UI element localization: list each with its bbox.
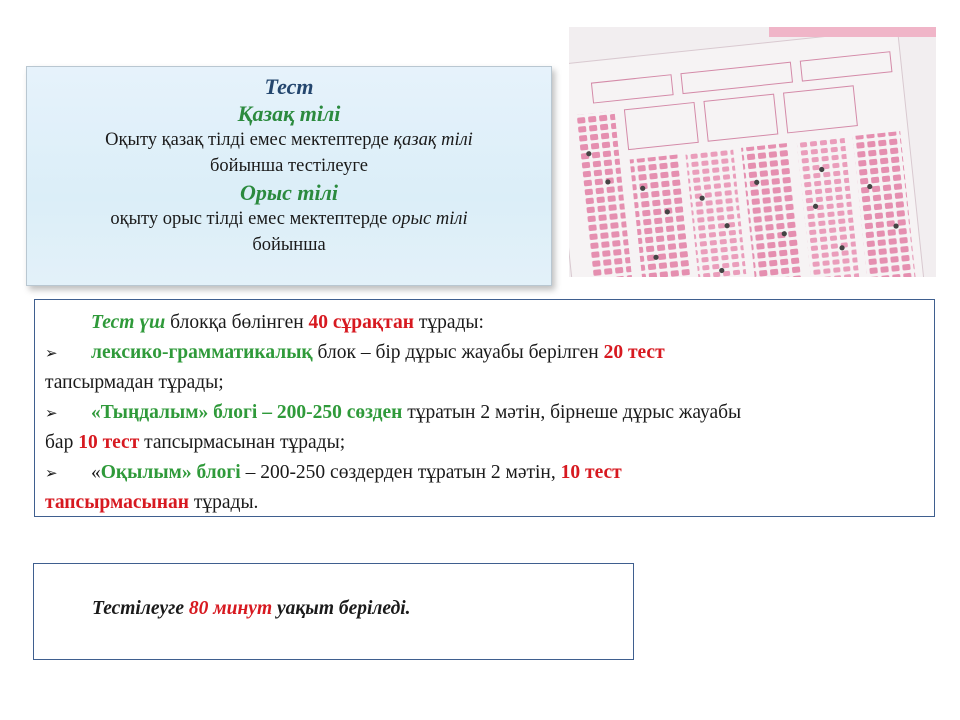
intro-test-three: Тест үш — [91, 312, 166, 333]
intro-question-count: 40 сұрақтан — [308, 312, 414, 333]
bullet3-text: – 200-250 сөздерден тұратын 2 мәтін, — [240, 462, 561, 483]
test-title: Тест — [264, 74, 314, 99]
answer-sheet-illustration — [569, 27, 936, 277]
bullet3-end: тұрады. — [188, 492, 259, 513]
arrow-bullet-icon: ➢ — [45, 464, 58, 482]
reading-label: Оқылым» блогі — [100, 462, 241, 483]
russian-desc-text: оқыту орыс тілді емес мектептерде — [110, 209, 393, 229]
russian-description-line2: бойынша — [252, 235, 326, 255]
bullet-listening — [45, 398, 924, 428]
test-time-text — [92, 598, 411, 620]
time-text-start: Тестілеуге — [92, 598, 189, 619]
russian-heading: Орыс тілі — [239, 180, 339, 205]
arrow-bullet-icon: ➢ — [45, 404, 58, 422]
bullet-lexical-grammar — [45, 338, 924, 368]
russian-desc-italic: орыс тілі — [392, 209, 468, 229]
reading-quote: « — [91, 462, 101, 483]
time-duration: 80 минут — [188, 598, 273, 619]
kazakh-description-line1 — [27, 127, 551, 153]
test-time-box — [33, 563, 634, 660]
bullet2-line2-end: тапсырмасынан тұрады; — [139, 432, 346, 453]
kazakh-heading: Қазақ тілі — [237, 101, 341, 126]
bullet3-count: 10 тест — [560, 462, 622, 483]
bullet1-count: 20 тест — [603, 342, 665, 363]
lexical-grammar-label: лексико-грамматикалық — [91, 342, 313, 363]
bullet-reading — [45, 458, 924, 488]
blocks-intro — [45, 308, 924, 338]
intro-end: тұрады: — [413, 312, 484, 333]
bullet3-tasks: тапсырмасынан — [45, 492, 189, 513]
bullet2-line2 — [45, 428, 924, 458]
answer-sheet-photo — [569, 27, 936, 277]
bullet2-line2-start: бар — [45, 432, 79, 453]
bullet3-line2 — [45, 488, 924, 518]
kazakh-desc-italic: қазақ тілі — [393, 130, 473, 150]
russian-description-line1 — [27, 206, 551, 232]
kazakh-description-line2: бойынша тестілеуге — [210, 156, 368, 176]
test-blocks-description — [34, 299, 935, 517]
kazakh-desc-text: Оқыту қазақ тілді емес мектептерде — [105, 130, 394, 150]
bullet1-text: блок – бір дұрыс жауабы берілген — [312, 342, 604, 363]
arrow-bullet-icon: ➢ — [45, 344, 58, 362]
listening-label: «Тыңдалым» блогі – 200-250 сөзден — [91, 402, 403, 423]
bullet2-count: 10 тест — [78, 432, 140, 453]
test-info-box — [26, 66, 552, 286]
bullet1-line2: тапсырмадан тұрады; — [45, 372, 224, 393]
time-text-end: уақыт беріледі. — [272, 598, 411, 619]
bullet2-text: тұратын 2 мәтін, бірнеше дұрыс жауабы — [402, 402, 742, 423]
intro-text: блокқа бөлінген — [165, 312, 309, 333]
